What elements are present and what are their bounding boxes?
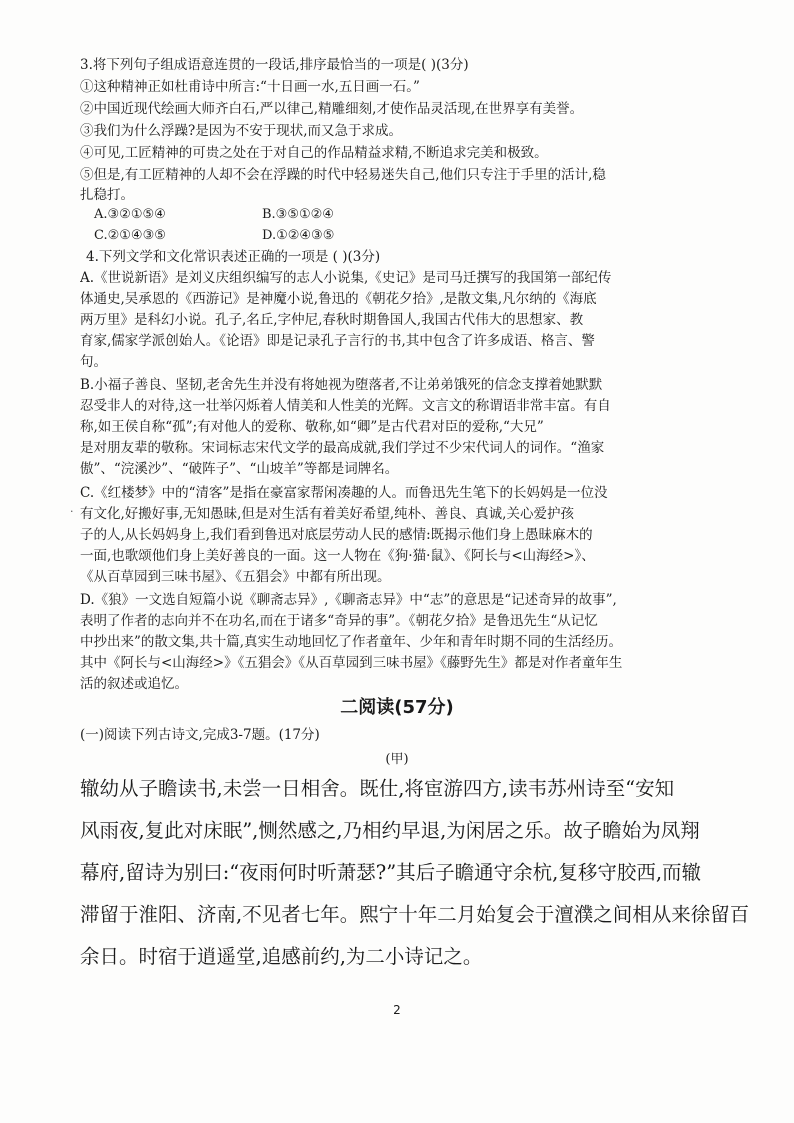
passage-label: (甲)	[385, 752, 409, 767]
q4-option-c-line: C.《红楼梦》中的“清客”是指在豪富家帮闲凑趣的人。而鲁迅先生笔下的长妈妈是一位没	[80, 485, 608, 501]
q4-option-b-line: B.小福子善良、坚韧,老舍先生并没有将她视为堕落者,不让弟弟饿死的信念支撑着她默默	[80, 377, 603, 393]
q4-option-c-line: 有文化,好搬好事,无知愚昧,但是对生活有着美好希望,纯朴、善良、真诚,关心爱护孩	[80, 506, 574, 522]
q4-option-d-line: D.《狼》一文选自短篇小说《聊斋志异》,《聊斋志异》中“志”的意思是“记述奇异的故事”,	[80, 592, 617, 608]
q3-sentence-5-cont: 扎稳打。	[80, 187, 134, 203]
q3-sentence-1: ①这种精神正如杜甫诗中所言:“十日画一水,五日画一石。”	[80, 79, 420, 95]
passage-line: 余日。时宿于逍遥堂,追感前约,为二小诗记之。	[80, 945, 483, 968]
section-intro: (一)阅读下列古诗文,完成3-7题。(17分)	[80, 727, 320, 743]
passage-line: 幕府,留诗为别曰:“夜雨何时听萧瑟?”其后子瞻通守余杭,复移守胶西,而辙	[80, 861, 702, 884]
q4-option-a-line: 两万里》是科幻小说。孔子,名丘,字仲尼,春秋时期鲁国人,我国古代伟大的思想家、教	[80, 312, 584, 328]
q4-option-d-line: 表明了作者的志向并不在功名,而在于诸多“奇异的事”。《朝花夕拾》是鲁迅先生“从记忆	[80, 613, 598, 629]
q3-stem: 3.将下列句子组成语意连贯的一段话,排序最恰当的一项是( )(3分)	[80, 57, 469, 73]
q3-sentence-4: ④可见,工匠精神的可贵之处在于对自己的作品精益求精,不断追求完美和极致。	[80, 145, 548, 161]
q4-option-d-line: 活的叙述或追忆。	[80, 676, 188, 692]
q4-option-b-line: 称,如王侯自称“孤”;有对他人的爱称、敬称,如“卿”是古代君对臣的爱称,“大兄”	[80, 419, 544, 435]
passage-line: 风雨夜,复此对床眠”,恻然感之,乃相约早退,为闲居之乐。故子瞻始为凤翔	[80, 819, 700, 842]
q4-option-b-line: 是对朋友辈的敬称。宋词标志宋代文学的最高成就,我们学过不少宋代词人的词作。“渔家	[80, 440, 605, 456]
q4-option-a-line: 育家,儒家学派创始人。《论语》即是记录孔子言行的书,其中包含了许多成语、格言、警	[80, 333, 595, 349]
page-number: 2	[393, 1003, 401, 1017]
q4-option-c-line: 一面,也歌颂他们身上美好善良的一面。这一人物在《狗·猫·鼠》、《阿长与<山海经>》、	[80, 548, 595, 564]
q3-option-c: C.②①④③⑤	[94, 228, 166, 243]
q4-option-a-line: 句。	[80, 354, 107, 370]
passage-line: 辙幼从子瞻读书,未尝一日相舍。既仕,将宦游四方,读韦苏州诗至“安知	[80, 777, 675, 800]
q3-sentence-2: ②中国近现代绘画大师齐白石,严以律己,精雕细刻,才使作品灵活现,在世界享有美誉。	[80, 101, 584, 117]
passage-line: 滞留于淮阳、济南,不见者七年。熙宁十年二月始复会于澶濮之间相从来徐留百	[80, 903, 750, 926]
q3-option-b: B.③⑤①②④	[262, 207, 334, 222]
q4-option-c-line: 《从百草园到三味书屋》、《五猖会》中都有所出现。	[80, 569, 391, 585]
q3-option-a: A.③②①⑤④	[94, 207, 166, 222]
q3-sentence-3: ③我们为什么浮躁?是因为不安于现状,而又急于求成。	[80, 123, 403, 139]
q4-option-a-line: A.《世说新语》是刘义庆组织编写的志人小说集,《史记》是司马迁撰写的我国第一部纪传	[80, 270, 612, 286]
q4-option-a-line: 体通史,吴承恩的《西游记》是神魔小说,鲁迅的《朝花夕拾》,是散文集,凡尔纳的《海底	[80, 291, 597, 307]
q4-option-b-line: 忍受非人的对待,这一壮举闪烁着人情美和人性美的光辉。文言文的称谓语非常丰富。有自	[80, 398, 611, 414]
section-title: 二阅读(57分)	[340, 697, 454, 718]
q3-option-d: D.①②④③⑤	[262, 228, 335, 243]
q4-option-d-line: 其中《阿长与<山海经>》《五猖会》《从百草园到三味书屋》《藤野先生》都是对作者童年生	[80, 655, 623, 671]
q4-option-c-line: 子的人,从长妈妈身上,我们看到鲁迅对底层劳动人民的感情:既揭示他们身上愚昧麻木的	[80, 527, 593, 543]
q3-sentence-5: ⑤但是,有工匠精神的人却不会在浮躁的时代中轻易迷失自己,他们只专注于手里的活计,稳	[80, 167, 606, 183]
q4-stem: 4.下列文学和文化常识表述正确的一项是 ( )(3分)	[86, 249, 381, 265]
margin-mark: ·	[70, 505, 74, 518]
q4-option-b-line: 傲”、“浣溪沙”、“破阵子”、“山坡羊”等都是词牌名。	[80, 461, 399, 477]
q4-option-d-line: 中抄出来”的散文集,共十篇,真实生动地回忆了作者童年、少年和青年时期不同的生活经历。	[80, 634, 622, 650]
